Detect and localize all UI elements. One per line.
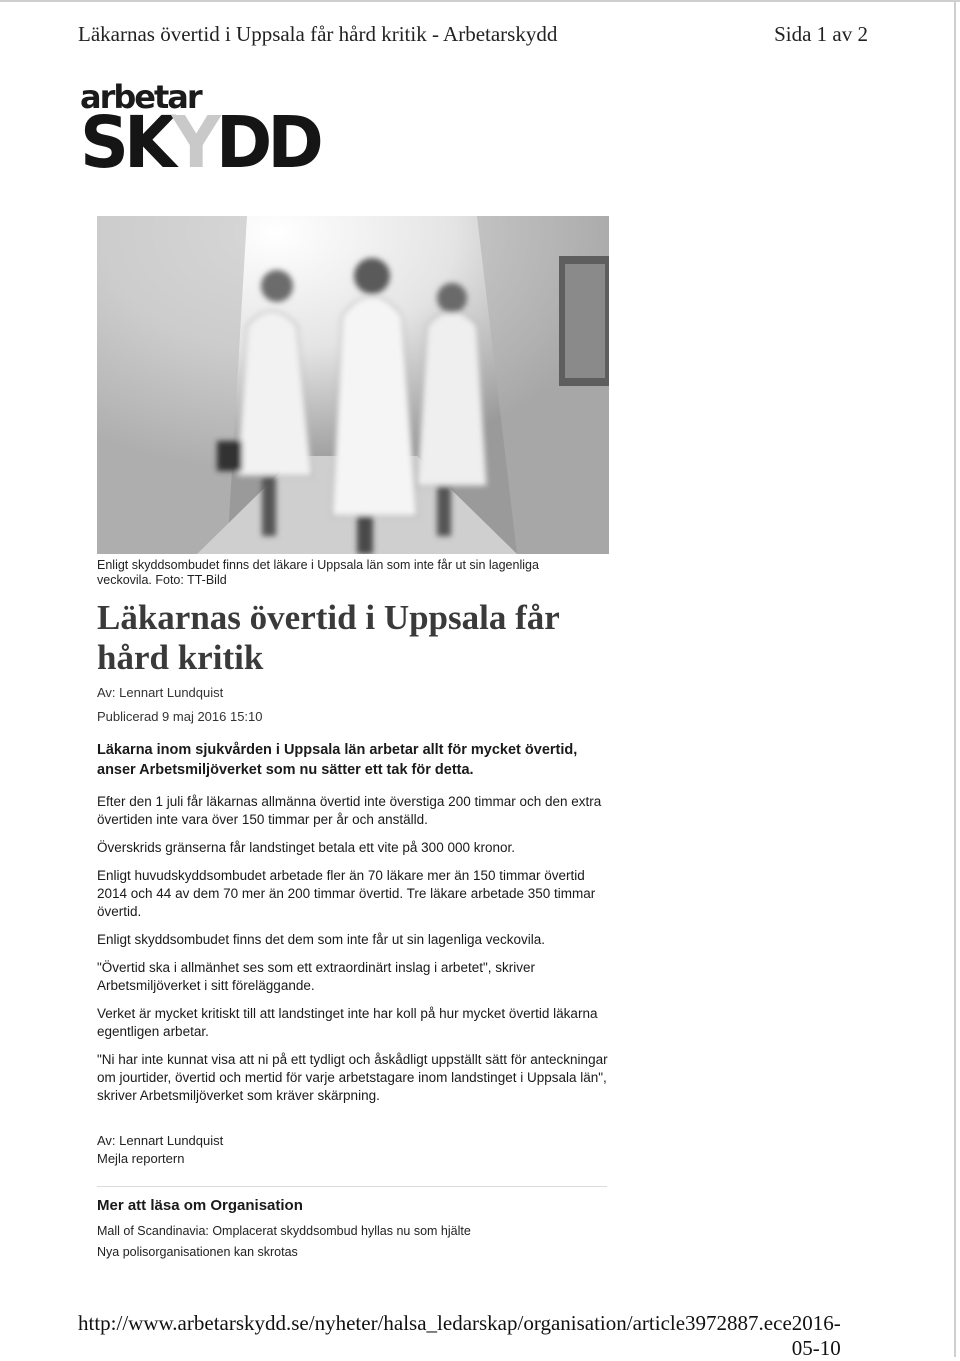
byline [97, 1132, 223, 1168]
print-header-page: Sida 1 av 2 [774, 22, 868, 46]
photo-caption: Enligt skyddsombudet finns det läkare i Uppsala län som inte får ut sin lagenliga veckovila. Foto: TT-Bild [97, 558, 539, 587]
article-body [97, 793, 617, 1115]
related-link[interactable]: Mall of Scandinavia: Omplacerat skyddsombud hyllas nu som hjälte [97, 1224, 471, 1238]
byline-author[interactable]: Av: Lennart Lundquist [97, 1133, 224, 1148]
article-paragraph: Enligt huvudskyddsombudet arbetade fler än 70 läkare mer än 150 timmar övertid 2014 och 44 av dem 70 mer än 200 timmar övertid. Tre läkare arbetade 350 timmar övertid. [97, 868, 596, 919]
article-paragraph: Överskrids gränserna får landstinget betala ett vite på 300 000 kronor. [97, 840, 515, 855]
hospital-corridor-image [97, 216, 609, 554]
article-lead: Läkarna inom sjukvården i Uppsala län arbetar allt för mycket övertid, anser Arbetsmiljöverket som nu sätter ett tak för detta. [97, 742, 578, 778]
divider [97, 1186, 607, 1187]
article-paragraph: "Övertid ska i allmänhet ses som ett extraordinärt inslag i arbetet", skriver Arbetsmiljöverket i sitt föreläggande. [97, 960, 536, 993]
related-heading: Mer att läsa om Organisation [97, 1197, 303, 1214]
related-link[interactable]: Nya polisorganisationen kan skrotas [97, 1245, 298, 1259]
print-header [78, 22, 868, 47]
related-list [97, 1221, 471, 1263]
arbetarskydd-logo[interactable] [80, 78, 360, 192]
print-header-title: Läkarnas övertid i Uppsala får hård kritik - Arbetarskydd [78, 22, 558, 46]
print-footer-date: 2016-05-10 [791, 1311, 841, 1360]
scan-edge [954, 0, 956, 1357]
email-reporter-link[interactable]: Mejla reportern [97, 1151, 185, 1166]
publish-date: Publicerad 9 maj 2016 15:10 [97, 709, 263, 724]
article-paragraph: "Ni har inte kunnat visa att ni på ett tydligt och åskådligt uppställt sätt för anteckningar om jourtider, övertid och mertid för varje arbetstagare inom landstinget i Uppsala län", skriver Arbetsmiljöverket som kräver skärpning. [97, 1052, 608, 1103]
print-footer-url: http://www.arbetarskydd.se/nyheter/halsa_ledarskap/organisation/article3972887.ece [78, 1311, 792, 1335]
article-headline: Läkarnas övertid i Uppsala får hård kritik [97, 598, 560, 677]
article-paragraph: Verket är mycket kritiskt till att landstinget inte har koll på hur mycket övertid läkarna egentligen arbetar. [97, 1006, 598, 1039]
article-paragraph: Enligt skyddsombudet finns det dem som inte får ut sin lagenliga veckovila. [97, 932, 545, 947]
logo-main-text: SKYDD [80, 102, 319, 185]
logo-top-text: arbetar [80, 78, 201, 116]
article-paragraph: Efter den 1 juli får läkarnas allmänna övertid inte överstiga 200 timmar och den extra övertiden inte vara över 150 timmar per år och anställd. [97, 794, 602, 827]
print-footer [78, 1311, 866, 1361]
article-photo [97, 216, 609, 554]
article-author: Av: Lennart Lundquist [97, 685, 224, 700]
scan-edge [0, 0, 960, 2]
